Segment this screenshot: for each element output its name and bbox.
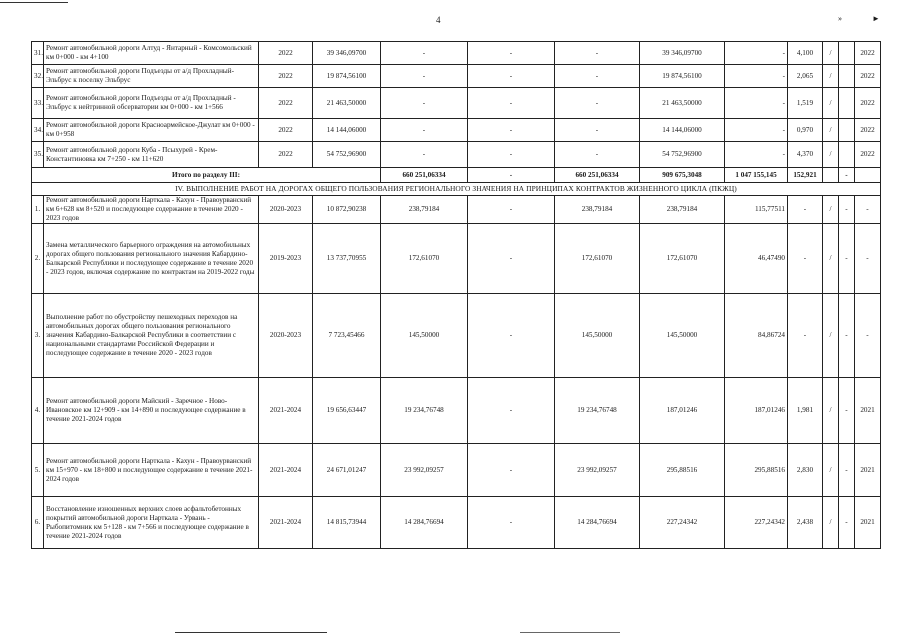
col12: -: [839, 378, 855, 444]
table-row: [32, 196, 881, 224]
cost-col7: 238,79184: [555, 196, 640, 224]
cost-col8: 145,50000: [640, 294, 725, 378]
year: -: [855, 294, 881, 378]
length: 2,438: [788, 497, 823, 549]
cost-col6: -: [468, 88, 555, 119]
cost-col6: -: [468, 378, 555, 444]
col12: -: [839, 196, 855, 224]
row-number: 5.: [32, 444, 44, 497]
cost-col5: 23 992,09257: [381, 444, 468, 497]
table-row: [32, 65, 881, 88]
total-cost: 19 656,63447: [313, 378, 381, 444]
table-row: [32, 444, 881, 497]
slash-mark: /: [823, 42, 839, 65]
col12: -: [839, 497, 855, 549]
row-number: 1.: [32, 196, 44, 224]
total-label: Итого по разделу III:: [32, 168, 381, 183]
cost-col9: -: [725, 88, 788, 119]
slash-mark: /: [823, 142, 839, 168]
road-name: Ремонт автомобильной дороги Подъезды от а/д Прохладный - Эльбрус к нейтринной обсерватории км 0+000 - км 1+566: [44, 88, 259, 119]
total-length: 152,921: [788, 168, 823, 183]
total-c8: 909 675,3048: [640, 168, 725, 183]
table-row: [32, 378, 881, 444]
cost-col7: -: [555, 88, 640, 119]
road-name: Восстановление изношенных верхних слоев асфальтобетонных покрытий автомобильной дороги Нарткала - Урвань - Рыбопитомник км 5+128 - км 7+566 и последующее содержание в течение 2021-2024 годов: [44, 497, 259, 549]
total-year: [855, 168, 881, 183]
road-name: Ремонт автомобильной дороги Нарткала - Кахун - Правоурванский км 6+628 км 8+520 и последующее содержание в течение 2020 - 2023 годов: [44, 196, 259, 224]
table-row: [32, 88, 881, 119]
cost-col8: 19 874,56100: [640, 65, 725, 88]
cost-col7: -: [555, 65, 640, 88]
length: 2,830: [788, 444, 823, 497]
length: 2,065: [788, 65, 823, 88]
section-title: IV. ВЫПОЛНЕНИЕ РАБОТ НА ДОРОГАХ ОБЩЕГО ПОЛЬЗОВАНИЯ РЕГИОНАЛЬНОГО ЗНАЧЕНИЯ НА ПРИНЦИПАХ КОНТРАКТОВ ЖИЗНЕННОГО ЦИКЛА (ПКЖЦ): [32, 183, 881, 196]
corner-marks: » ►: [838, 14, 894, 23]
cost-col6: -: [468, 119, 555, 142]
year: 2021: [855, 497, 881, 549]
cost-col9: -: [725, 65, 788, 88]
cost-col5: 172,61070: [381, 224, 468, 294]
slash-mark: /: [823, 294, 839, 378]
road-name: Замена металлического барьерного ограждения на автомобильных дорогах общего пользования регионального значения Кабардино-Балкарской Республики и последующее содержание в течение 2020 - 2023 годов, включая содержание по контрактам на 2019-2022 годы: [44, 224, 259, 294]
cost-col7: 172,61070: [555, 224, 640, 294]
total-c6: -: [468, 168, 555, 183]
year: 2021: [855, 378, 881, 444]
total-c9: 1 047 155,145: [725, 168, 788, 183]
table-row: [32, 119, 881, 142]
slash-mark: /: [823, 444, 839, 497]
period: 2019-2023: [259, 224, 313, 294]
period: 2020-2023: [259, 196, 313, 224]
top-rule: [0, 2, 68, 3]
period: 2022: [259, 65, 313, 88]
cost-col5: 238,79184: [381, 196, 468, 224]
row-number: 33.: [32, 88, 44, 119]
cost-col6: -: [468, 294, 555, 378]
period: 2022: [259, 119, 313, 142]
cost-col5: 14 284,76694: [381, 497, 468, 549]
total-row: [32, 168, 881, 183]
cost-col7: 23 992,09257: [555, 444, 640, 497]
total-cost: 19 874,56100: [313, 65, 381, 88]
slash-mark: /: [823, 65, 839, 88]
table-body-section-3: [32, 42, 881, 168]
road-name: Ремонт автомобильной дороги Подъезды от а/д Прохладный-Эльбрус к поселку Эльбрус: [44, 65, 259, 88]
col12: -: [839, 444, 855, 497]
slash-mark: /: [823, 224, 839, 294]
page-number: 4: [436, 15, 441, 25]
cost-col5: -: [381, 119, 468, 142]
cost-col6: -: [468, 142, 555, 168]
year: 2021: [855, 444, 881, 497]
cost-col5: 19 234,76748: [381, 378, 468, 444]
year: 2022: [855, 42, 881, 65]
total-cost: 24 671,01247: [313, 444, 381, 497]
row-number: 3.: [32, 294, 44, 378]
cost-col7: 19 234,76748: [555, 378, 640, 444]
slash-mark: /: [823, 378, 839, 444]
road-name: Ремонт автомобильной дороги Майский - Заречное - Ново-Ивановское км 12+909 - км 14+890 и последующее содержание в течение 2021-2024 годов: [44, 378, 259, 444]
period: 2022: [259, 142, 313, 168]
table-row: [32, 294, 881, 378]
cost-col9: 84,86724: [725, 294, 788, 378]
slash-mark: /: [823, 196, 839, 224]
length: 0,970: [788, 119, 823, 142]
period: 2021-2024: [259, 444, 313, 497]
bottom-rule-right: [520, 632, 620, 633]
cost-col8: 227,24342: [640, 497, 725, 549]
total-c12: -: [839, 168, 855, 183]
cost-col8: 172,61070: [640, 224, 725, 294]
cost-col7: -: [555, 119, 640, 142]
road-name: Ремонт автомобильной дороги Алтуд - Янтарный - Комсомольский км 0+000 - км 4+100: [44, 42, 259, 65]
year: 2022: [855, 142, 881, 168]
cost-col9: -: [725, 142, 788, 168]
bottom-rule: [175, 632, 327, 633]
cost-col5: 145,50000: [381, 294, 468, 378]
cost-col6: -: [468, 196, 555, 224]
cost-col6: -: [468, 42, 555, 65]
slash-mark: /: [823, 119, 839, 142]
table-row: [32, 142, 881, 168]
period: 2020-2023: [259, 294, 313, 378]
year: -: [855, 196, 881, 224]
road-name: Выполнение работ по обустройству пешеходных переходов на автомобильных дорогах общего пользования регионального значения Кабардино-Балкарской Республики в соответствии с национальными стандартами Российской Федерации и последующее содержание в течение 2020 - 2023 годов: [44, 294, 259, 378]
row-number: 32.: [32, 65, 44, 88]
period: 2022: [259, 42, 313, 65]
row-number: 6.: [32, 497, 44, 549]
total-c5: 660 251,06334: [381, 168, 468, 183]
length: 4,370: [788, 142, 823, 168]
cost-col8: 14 144,06000: [640, 119, 725, 142]
table-row: [32, 42, 881, 65]
cost-col8: 39 346,09700: [640, 42, 725, 65]
total-slash: [823, 168, 839, 183]
total-cost: 10 872,90238: [313, 196, 381, 224]
section-header-row: [32, 183, 881, 196]
cost-col7: -: [555, 42, 640, 65]
year: 2022: [855, 65, 881, 88]
cost-col9: -: [725, 42, 788, 65]
road-name: Ремонт автомобильной дороги Нарткала - Кахун - Правоурванский км 15+970 - км 18+800 и последующее содержание в течение 2021-2024 годов: [44, 444, 259, 497]
year: -: [855, 224, 881, 294]
cost-col9: -: [725, 119, 788, 142]
total-cost: 54 752,96900: [313, 142, 381, 168]
total-cost: 14 144,06000: [313, 119, 381, 142]
total-cost: 7 723,45466: [313, 294, 381, 378]
cost-col9: 115,77511: [725, 196, 788, 224]
cost-col8: 238,79184: [640, 196, 725, 224]
table-body-section-4: [32, 196, 881, 549]
table-row: [32, 497, 881, 549]
col12: [839, 65, 855, 88]
cost-col5: -: [381, 88, 468, 119]
works-table: [31, 41, 881, 549]
length: -: [788, 294, 823, 378]
col12: [839, 119, 855, 142]
slash-mark: /: [823, 497, 839, 549]
row-number: 2.: [32, 224, 44, 294]
cost-col6: -: [468, 224, 555, 294]
row-number: 31.: [32, 42, 44, 65]
col12: [839, 88, 855, 119]
cost-col8: 295,88516: [640, 444, 725, 497]
cost-col7: 14 284,76694: [555, 497, 640, 549]
col12: -: [839, 224, 855, 294]
table-row: [32, 224, 881, 294]
cost-col5: -: [381, 65, 468, 88]
cost-col8: 187,01246: [640, 378, 725, 444]
period: 2021-2024: [259, 497, 313, 549]
year: 2022: [855, 88, 881, 119]
total-cost: 21 463,50000: [313, 88, 381, 119]
row-number: 4.: [32, 378, 44, 444]
cost-col9: 227,24342: [725, 497, 788, 549]
total-cost: 39 346,09700: [313, 42, 381, 65]
total-cost: 13 737,70955: [313, 224, 381, 294]
cost-col6: -: [468, 497, 555, 549]
length: -: [788, 224, 823, 294]
col12: -: [839, 294, 855, 378]
row-number: 35.: [32, 142, 44, 168]
row-number: 34.: [32, 119, 44, 142]
year: 2022: [855, 119, 881, 142]
cost-col6: -: [468, 444, 555, 497]
cost-col9: 295,88516: [725, 444, 788, 497]
cost-col5: -: [381, 142, 468, 168]
length: 1,519: [788, 88, 823, 119]
length: 1,981: [788, 378, 823, 444]
length: 4,100: [788, 42, 823, 65]
cost-col9: 187,01246: [725, 378, 788, 444]
road-name: Ремонт автомобильной дороги Красноармейское-Джулат км 0+000 - км 0+958: [44, 119, 259, 142]
total-c7: 660 251,06334: [555, 168, 640, 183]
cost-col7: 145,50000: [555, 294, 640, 378]
cost-col5: -: [381, 42, 468, 65]
total-cost: 14 815,73944: [313, 497, 381, 549]
cost-col8: 21 463,50000: [640, 88, 725, 119]
cost-col9: 46,47490: [725, 224, 788, 294]
road-name: Ремонт автомобильной дороги Куба - Псыхурей - Крем-Константиновка км 7+250 - км 11+620: [44, 142, 259, 168]
col12: [839, 42, 855, 65]
cost-col7: -: [555, 142, 640, 168]
cost-col6: -: [468, 65, 555, 88]
period: 2022: [259, 88, 313, 119]
cost-col8: 54 752,96900: [640, 142, 725, 168]
period: 2021-2024: [259, 378, 313, 444]
col12: [839, 142, 855, 168]
length: -: [788, 196, 823, 224]
slash-mark: /: [823, 88, 839, 119]
